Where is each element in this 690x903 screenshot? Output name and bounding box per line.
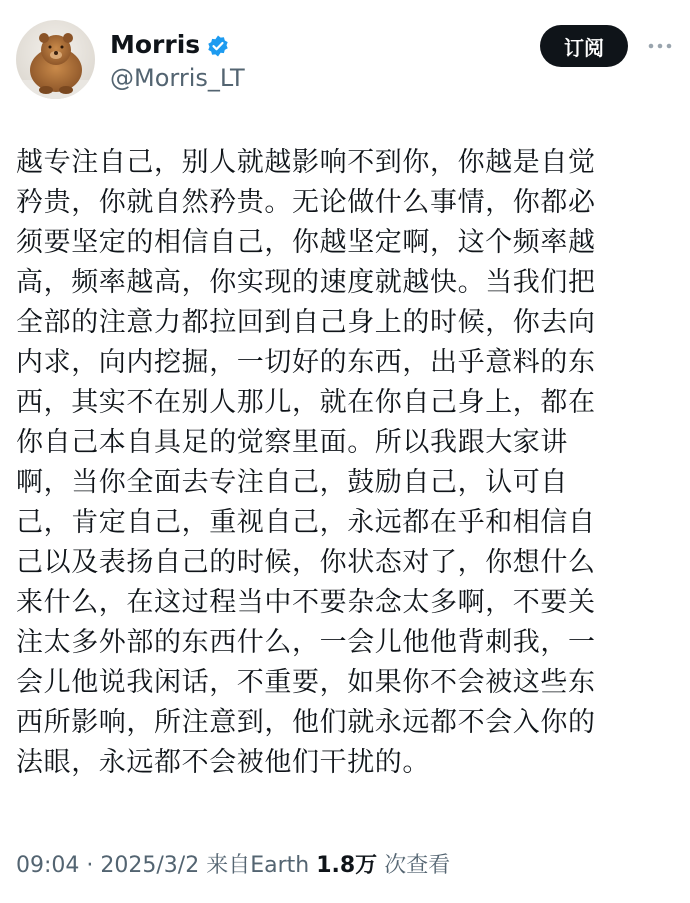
verified-badge-icon [206,33,230,57]
post-time[interactable]: 09:04 [16,853,80,878]
post-text-line: 矜贵，你就自然矜贵。无论做什么事情，你都必 [16,187,596,218]
post-source: 来自Earth [206,853,310,878]
post-text-line: 越专注自己，别人就越影响不到你，你越是自觉 [16,147,596,178]
post-text-line: 啊，当你全面去专注自己，鼓励自己，认可自 [16,467,568,498]
post-text-line: 须要坚定的相信自己，你越坚定啊，这个频率越 [16,227,596,258]
post-meta [16,850,450,882]
author-name-row[interactable] [110,28,230,62]
post-text-line: 高，频率越高，你实现的速度就越快。当我们把 [16,267,596,298]
post-text-line: 己以及表扬自己的时候，你状态对了，你想什么 [16,547,596,578]
author-handle[interactable]: @Morris_LT [110,64,245,92]
meta-separator: · [79,853,101,878]
post-text-line: 西，其实不在别人那儿，就在你自己身上，都在 [16,387,596,418]
post-text-line: 来什么，在这过程当中不要杂念太多啊，不要关 [16,587,596,618]
post-text-line: 全部的注意力都拉回到自己身上的时候，你去向 [16,307,596,338]
post-date[interactable]: 2025/3/2 [100,853,200,878]
views-label: 次查看 [384,853,451,878]
post-text-line: 法眼，永远都不会被他们干扰的。 [16,747,430,778]
post-text-line: 注太多外部的东西什么，一会儿他他背刺我，一 [16,627,596,658]
display-name[interactable]: Morris [110,30,201,59]
post-text-line: 西所影响，所注意到，他们就永远都不会入你的 [16,707,596,738]
avatar[interactable] [16,20,95,99]
views-count: 1.8万 [316,853,378,878]
post-text-line: 你自己本自具足的觉察里面。所以我跟大家讲 [16,427,568,458]
bear-avatar-image [16,20,95,99]
post-text [16,143,656,783]
more-horizontal-icon[interactable] [646,34,674,58]
post-text-line: 会儿他说我闲话，不重要，如果你不会被这些东 [16,667,596,698]
post-text-line: 内求，向内挖掘，一切好的东西，出乎意料的东 [16,347,596,378]
subscribe-button[interactable]: 订阅 [540,25,628,67]
post-text-line: 己，肯定自己，重视自己，永远都在乎和相信自 [16,507,596,538]
